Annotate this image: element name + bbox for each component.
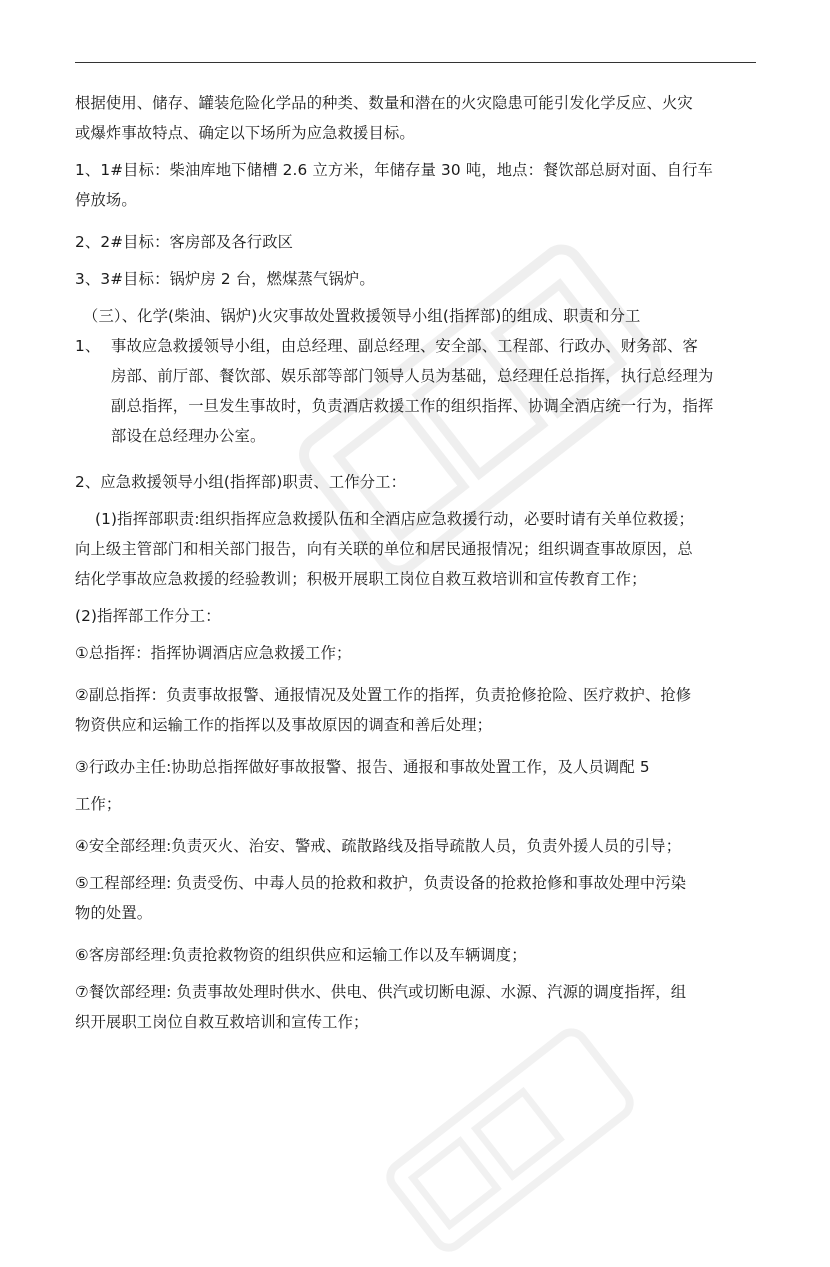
role-3-line-1: ③行政办主任:协助总指挥做好事故报警、报告、通报和事故处置工作，及人员调配 5 [75,758,650,776]
role-1: ①总指挥：指挥协调酒店应急救援工作； [75,644,352,662]
header-rule [75,62,756,63]
role-2-line-1: ②副总指挥：负责事故报警、通报情况及处置工作的指挥，负责抢修抢险、医疗救护、抢修 [75,686,692,704]
role-2-line-2: 物资供应和运输工作的指挥以及事故原因的调查和善后处理； [75,716,493,734]
role-7-line-2: 织开展职工岗位自救互救培训和宣传工作； [75,1013,369,1031]
role-4: ④安全部经理:负责灭火、治安、警戒、疏散路线及指导疏散人员，负责外援人员的引导； [75,837,682,855]
target-3: 3、3#目标：锅炉房 2 台，燃煤蒸气锅炉。 [75,270,375,288]
role-5-line-2: 物的处置。 [75,904,153,922]
item-1-line-3: 副总指挥，一旦发生事故时，负责酒店救援工作的组织指挥、协调全酒店统一行为，指挥 [111,397,714,415]
intro-paragraph [75,88,765,148]
intro-line-1: 根据使用、储存、罐装危险化学品的种类、数量和潜在的火灾隐患可能引发化学反应、火灾 [75,94,693,112]
role-3-line-2: 工作； [75,795,122,813]
target-2: 2、2#目标：客房部及各行政区 [75,233,294,251]
item-1-line-2: 房部、前厅部、餐饮部、娱乐部等部门领导人员为基础，总经理任总指挥，执行总经理为 [111,367,714,385]
item-1-line-4: 部设在总经理办公室。 [111,427,266,445]
duty-1-line-1: (1)指挥部职责:组织指挥应急救援队伍和全酒店应急救援行动，必要时请有关单位救援； [95,510,694,528]
section-3-heading: （三）、化学(柴油、锅炉)火灾事故处置救援领导小组(指挥部)的组成、职责和分工 [83,307,641,325]
item-1-number: 1、 [75,337,101,355]
role-5 [75,868,765,928]
duty-1-line-2: 向上级主管部门和相关部门报告，向有关联的单位和居民通报情况；组织调查事故原因，总 [75,540,693,558]
watermark-bottom-icon [371,1013,650,1267]
role-5-line-1: ⑤工程部经理: 负责受伤、中毒人员的抢救和救护，负责设备的抢救抢修和事故处理中污染 [75,874,687,892]
intro-line-2: 或爆炸事故特点、确定以下场所为应急救援目标。 [75,124,415,142]
duty-2-heading: (2)指挥部工作分工： [75,607,221,625]
item-1-line-1: 事故应急救援领导小组，由总经理、副总经理、安全部、工程部、行政办、财务部、客 [111,337,698,355]
document-body [75,88,765,1037]
role-7 [75,977,765,1037]
duty-1 [75,504,765,594]
target-1-line-1: 1、1#目标：柴油库地下储槽 2.6 立方米，年储存量 30 吨，地点：餐饮部总厨对面、自行车 [75,161,713,179]
item-2-heading: 2、应急救援领导小组(指挥部)职责、工作分工： [75,473,407,491]
role-2 [75,680,765,740]
target-1 [75,155,765,215]
role-6: ⑥客房部经理:负责抢救物资的组织供应和运输工作以及车辆调度； [75,946,527,964]
item-1 [75,331,765,451]
duty-1-line-3: 结化学事故应急救援的经验教训；积极开展职工岗位自救互救培训和宣传教育工作； [75,570,647,588]
target-1-line-2: 停放场。 [75,191,137,209]
role-7-line-1: ⑦餐饮部经理: 负责事故处理时供水、供电、供汽或切断电源、水源、汽源的调度指挥，组 [75,983,687,1001]
